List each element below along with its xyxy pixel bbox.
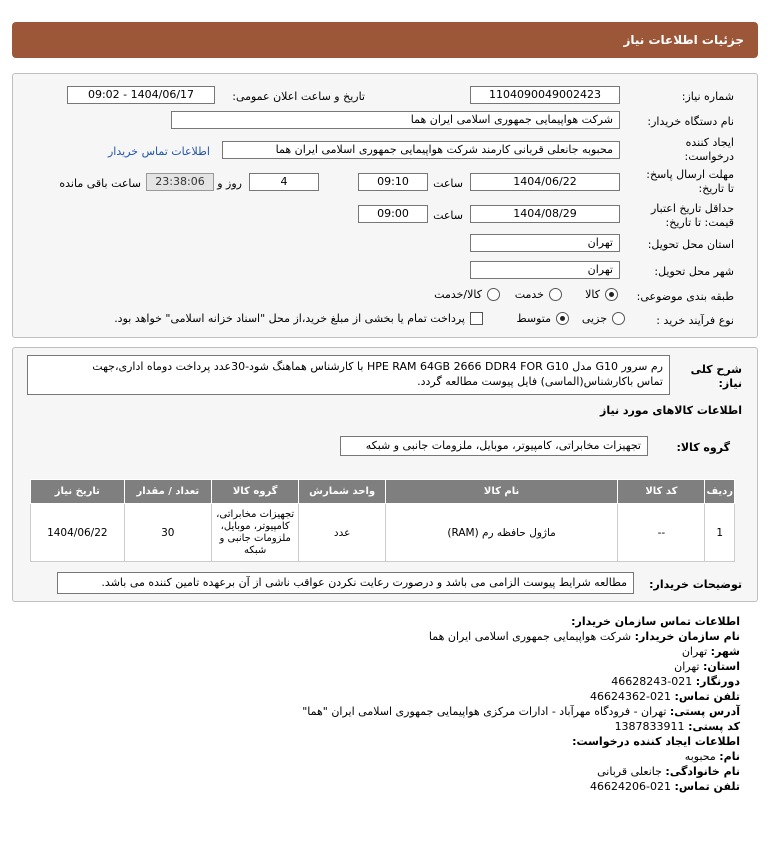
payment-note [114,312,483,325]
contact-fax: دورنگار: 021-46628243 [611,675,740,688]
process-option-minor[interactable] [582,312,625,325]
creator-name: نام: محبوبه [684,750,740,763]
process-option-medium-label: متوسط [516,312,551,325]
deadline-label-2: تا تاریخ: [698,182,734,195]
col-name: نام کالا [385,480,617,504]
category-option-both[interactable] [434,288,500,301]
validity-date-field: 1404/08/29 [470,205,620,223]
contact-org: نام سازمان خریدار: شرکت هواپیمایی جمهوری اسلامی ایران هما [428,630,740,643]
process-radio-medium[interactable] [556,312,569,325]
deadline-date-field: 1404/06/22 [470,173,620,191]
goods-table [30,479,735,562]
table-header-row [31,480,735,504]
goods-group-field: تجهیزات مخابراتی، کامپیوتر، موبایل، ملزومات جانبی و شبکه [340,436,648,456]
category-option-goods[interactable] [585,288,618,301]
requester-label-2: درخواست: [684,150,734,163]
page-title: جزئیات اطلاعات نیاز [623,33,744,47]
cell-qty: 30 [124,504,211,562]
remaining-time-field: 23:38:06 [146,173,214,191]
contact-city: شهر: تهران [681,645,740,658]
process-option-minor-label: جزیی [581,312,607,325]
summary-box [27,355,670,395]
payment-checkbox[interactable] [470,312,483,325]
category-radio-service[interactable] [549,288,562,301]
summary-label-2: نیاز: [718,377,742,390]
creator-family: نام خانوادگی: جانعلی قربانی [597,765,740,778]
days-label: روز و [217,177,242,190]
col-qty: تعداد / مقدار [124,480,211,504]
buyer-notes-label: توضیحات خریدار: [649,578,742,591]
city-label: شهر محل تحویل: [654,265,734,278]
cell-group: تجهیزات مخابراتی، کامپیوتر، موبایل، ملزومات جانبی و شبکه [211,504,298,562]
contact-address: آدرس پستی: تهران - فرودگاه مهرآباد - ادارات مرکزی هواپیمایی جمهوری اسلامی ایران "هما" [302,705,740,718]
contact-title: اطلاعات تماس سازمان خریدار: [571,615,740,628]
creator-phone: تلفن تماس: 021-46624206 [590,780,740,793]
process-radio-minor[interactable] [612,312,625,325]
category-option-both-label: کالا/خدمت [434,288,482,301]
col-row: ردیف [705,480,735,504]
announce-field: 1404/06/17 - 09:02 [67,86,215,104]
contact-postal: کد پستی: 1387833911 [614,720,740,733]
announce-label: تاریخ و ساعت اعلان عمومی: [232,90,365,103]
col-group: گروه کالا [211,480,298,504]
province-field: تهران [470,234,620,252]
need-number-label: شماره نیاز: [681,90,734,103]
deadline-label-1: مهلت ارسال پاسخ: [646,168,734,181]
contact-phone: تلفن تماس: 021-46624362 [590,690,740,703]
requester-label-1: ایجاد کننده [685,136,734,149]
need-number-field: 1104090049002423 [470,86,620,104]
days-field: 4 [249,173,319,191]
summary-line-1: رم سرور G10 مدل HPE RAM 64GB 2666 DDR4 FOR G10 با کارشناس هماهنگ شود-30عدد پرداخت دوماه اداری،جهت [92,360,663,373]
deadline-time-label: ساعت [433,177,463,190]
category-label: طبقه بندی موضوعی: [636,290,734,303]
goods-group-label: گروه کالا: [676,441,730,454]
goods-section-title: اطلاعات کالاهای مورد نیاز [600,404,742,417]
summary-line-2: تماس باکارشناس(الماسی) فایل پیوست مطالعه گردد. [417,375,663,388]
category-option-goods-label: کالا [585,288,600,301]
province-label: استان محل تحویل: [647,238,734,251]
category-radio-goods[interactable] [605,288,618,301]
creator-title: اطلاعات ایجاد کننده درخواست: [572,735,740,748]
validity-time-label: ساعت [433,209,463,222]
process-label: نوع فرآیند خرید : [656,314,734,327]
table-row [31,504,735,562]
buyer-contact-link[interactable]: اطلاعات تماس خریدار [108,145,210,158]
col-unit: واحد شمارش [299,480,385,504]
cell-date: 1404/06/22 [31,504,125,562]
buyer-name-field: شرکت هواپیمایی جمهوری اسلامی ایران هما [171,111,620,129]
cell-row: 1 [705,504,735,562]
contact-province: استان: تهران [674,660,740,673]
validity-time-field: 09:00 [358,205,428,223]
page-header [12,22,758,58]
requester-field: محبوبه جانعلی قربانی کارمند شرکت هواپیمایی جمهوری اسلامی ایران هما [222,141,620,159]
city-field: تهران [470,261,620,279]
summary-label-1: شرح کلی [690,363,742,376]
remaining-label: ساعت باقی مانده [59,177,141,190]
deadline-time-field: 09:10 [358,173,428,191]
validity-label-2: قیمت: تا تاریخ: [665,216,734,229]
col-date: تاریخ نیاز [31,480,125,504]
cell-name: ماژول حافظه رم (RAM) [385,504,617,562]
col-code: کد کالا [618,480,705,504]
category-radio-both[interactable] [487,288,500,301]
buyer-notes-field: مطالعه شرایط پیوست الزامی می باشد و درصورت رعایت نکردن عواقب ناشی از آن برعهده تامین کننده می باشد. [57,572,634,594]
category-option-service[interactable] [515,288,562,301]
payment-note-text: پرداخت تمام یا بخشی از مبلغ خرید،از محل "اسناد خزانه اسلامی" خواهد بود. [114,312,465,325]
validity-label-1: حداقل تاریخ اعتبار [650,202,734,215]
buyer-name-label: نام دستگاه خریدار: [647,115,734,128]
process-option-medium[interactable] [516,312,569,325]
category-option-service-label: خدمت [514,288,544,301]
cell-unit: عدد [299,504,385,562]
cell-code: -- [618,504,705,562]
